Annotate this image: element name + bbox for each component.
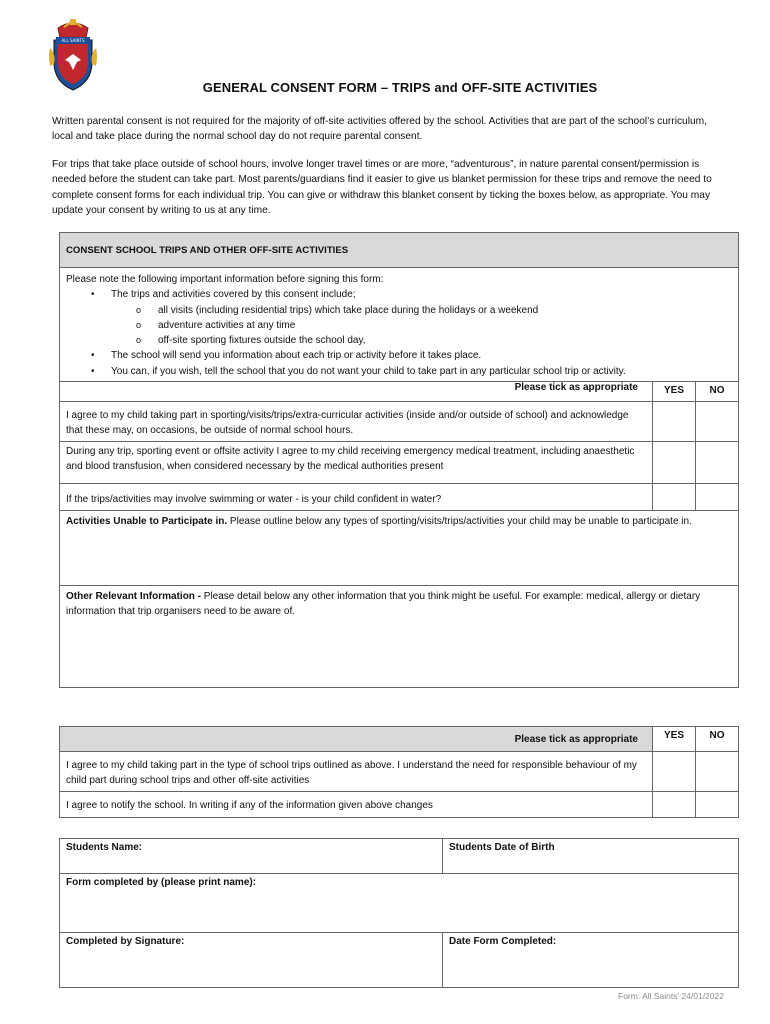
no-checkbox[interactable] (696, 402, 739, 442)
yes-column-header: YES (653, 727, 696, 752)
unable-text: Please outline below any types of sporting/visits/trips/activities your child may be unable to participate in. (227, 516, 692, 528)
no-column-header: NO (696, 727, 739, 752)
unable-to-participate-field[interactable] (60, 511, 739, 586)
yes-checkbox[interactable] (653, 402, 696, 442)
consent-table (59, 232, 739, 688)
yes-checkbox[interactable] (653, 752, 696, 792)
other-label: Other Relevant Information - (66, 591, 202, 603)
no-checkbox[interactable] (696, 752, 739, 792)
yes-checkbox[interactable] (653, 484, 696, 511)
agreement-table (59, 726, 739, 818)
no-checkbox[interactable] (696, 792, 739, 818)
yes-column-header: YES (653, 382, 696, 402)
date-completed-field[interactable]: Date Form Completed: (443, 933, 739, 988)
list-item: • You can, if you wish, tell the school that you do not want your child to take part in any particular school trip or activity. (111, 364, 732, 379)
intro-paragraph-1: Written parental consent is not required for the majority of off-site activities offered by the school. Activities that are part of the school’s curriculum, local and take place during the normal school day do not require parental consent. (52, 116, 707, 143)
students-name-field[interactable]: Students Name: (60, 839, 443, 874)
signature-field[interactable]: Completed by Signature: (60, 933, 443, 988)
yes-checkbox[interactable] (653, 792, 696, 818)
no-checkbox[interactable] (696, 442, 739, 484)
no-checkbox[interactable] (696, 484, 739, 511)
important-info (60, 268, 739, 382)
list-item: o all visits (including residential trips) which take place during the holidays or a weekend (158, 303, 732, 318)
form-title: GENERAL CONSENT FORM – TRIPS and OFF-SITE ACTIVITIES (202, 80, 598, 95)
svg-text:ALL SAINTS: ALL SAINTS (61, 38, 85, 43)
tick-instruction: Please tick as appropriate (60, 727, 653, 752)
info-note: Please note the following important information before signing this form: (66, 274, 384, 285)
footer-reference: Form: All Saints’ 24/01/2022 (618, 991, 724, 1001)
unable-label: Activities Unable to Participate in. (66, 516, 228, 528)
agreement-statement-notify: I agree to notify the school. In writing if any of the information given above changes (60, 792, 653, 818)
other-text: Please detail below any other information that you think might be useful. For example: medical, allergy or dietary information that trip organisers need to be aware of. (66, 591, 701, 618)
other-information-field[interactable] (60, 586, 739, 688)
yes-checkbox[interactable] (653, 442, 696, 484)
list-item: • The school will send you information about each trip or activity before it takes place. (111, 348, 732, 363)
date-of-birth-field[interactable]: Students Date of Birth (443, 839, 739, 874)
list-item: o adventure activities at any time (158, 318, 732, 333)
completed-by-field[interactable]: Form completed by (please print name): (60, 874, 739, 933)
consent-statement-medical: During any trip, sporting event or offsite activity I agree to my child receiving emergency medical treatment, including anaesthetic and blood transfusion, when considered necessary by the medical authorities present (60, 442, 653, 484)
intro-paragraph-2: For trips that take place outside of school hours, involve longer travel times or are more, “adventurous”, in nature parental consent/permission is needed before the student can take part. Most parents/guardians find it easier to give us blanket permission for these trips and remove the need to complete consent forms for each individual trip. You can give or withdraw this blanket consent by ticking the boxes below, as appropriate. You may update your consent by writing to us at any time. (52, 159, 712, 217)
consent-statement-activities: I agree to my child taking part in sporting/visits/trips/extra-curricular activities (inside and/or outside of school) and acknowledge that these may, on occasions, be outside of normal school hours. (60, 402, 653, 442)
section-header: CONSENT SCHOOL TRIPS AND OTHER OFF-SITE ACTIVITIES (60, 233, 739, 268)
agreement-statement-trips: I agree to my child taking part in the type of school trips outlined as above. I understand the need for responsible behaviour of my child part during school trips and other off-site activities (60, 752, 653, 792)
tick-instruction: Please tick as appropriate (60, 382, 653, 402)
list-item: • The trips and activities covered by this consent include; o all visits (including residential trips) which take place during the holidays or a weekend o adventure activities at any time o off-site sporting fixtures outside the school day, (111, 287, 732, 348)
list-item: o off-site sporting fixtures outside the school day, (158, 333, 732, 348)
no-column-header: NO (696, 382, 739, 402)
signature-table (59, 838, 739, 988)
consent-statement-swimming: If the trips/activities may involve swimming or water - is your child confident in water? (60, 484, 653, 511)
